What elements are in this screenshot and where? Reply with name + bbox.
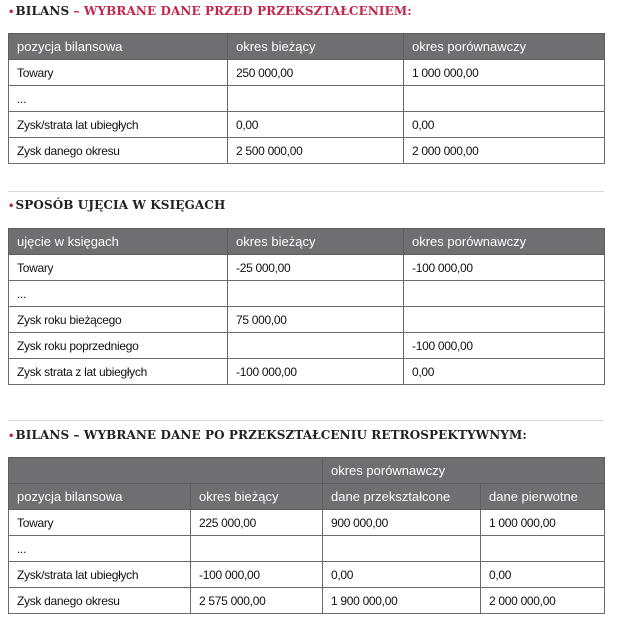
table-cell: 0,00 <box>404 359 605 385</box>
section-title-before <box>8 4 412 18</box>
table-cell: 0,00 <box>404 112 605 138</box>
group-header-cell: okres porównawczy <box>323 458 605 484</box>
table-cell: Zysk danego okresu <box>9 138 228 164</box>
table-cell <box>404 307 605 333</box>
table-row <box>9 562 605 588</box>
table-cell: ... <box>9 86 228 112</box>
header-cell-empty <box>9 458 323 484</box>
table-cell: Zysk danego okresu <box>9 588 191 614</box>
table-cell <box>228 86 404 112</box>
table-row <box>9 138 605 164</box>
table-cell <box>323 536 481 562</box>
section-title-prefix: BILANS <box>15 4 70 18</box>
header-cell: dane przekształcone <box>323 484 481 510</box>
table-cell: Zysk/strata lat ubiegłych <box>9 112 228 138</box>
header-cell: okres bieżący <box>228 229 404 255</box>
table-row <box>9 281 605 307</box>
table-row <box>9 112 605 138</box>
table-row <box>9 60 605 86</box>
header-cell: okres bieżący <box>191 484 323 510</box>
table-row <box>9 255 605 281</box>
header-cell: okres porównawczy <box>404 229 605 255</box>
table-cell <box>228 281 404 307</box>
section-title-accent: – WYBRANE DANE PRZED PRZEKSZTAŁCENIEM: <box>69 4 412 18</box>
table-cell: Towary <box>9 60 228 86</box>
header-cell: okres porównawczy <box>404 34 605 60</box>
table-cell: 1 000 000,00 <box>404 60 605 86</box>
table-cell: ... <box>9 536 191 562</box>
table-before-transformation <box>8 33 605 164</box>
table-cell: Towary <box>9 255 228 281</box>
table-cell <box>191 536 323 562</box>
table-cell: 225 000,00 <box>191 510 323 536</box>
table-header-row <box>9 484 605 510</box>
table-row <box>9 86 605 112</box>
section-divider <box>8 191 604 192</box>
bullet-icon: • <box>8 201 15 212</box>
table-cell: 2 575 000,00 <box>191 588 323 614</box>
table-cell: Zysk roku bieżącego <box>9 307 228 333</box>
table-cell: 0,00 <box>323 562 481 588</box>
table-cell <box>404 86 605 112</box>
header-cell: pozycja bilansowa <box>9 34 228 60</box>
table-header-row <box>9 229 605 255</box>
section-title-after <box>8 428 527 442</box>
table-row <box>9 307 605 333</box>
section-title-bookkeeping <box>8 198 225 212</box>
table-cell <box>404 281 605 307</box>
table-cell: 0,00 <box>228 112 404 138</box>
table-cell: Zysk strata z lat ubiegłych <box>9 359 228 385</box>
table-header-row <box>9 34 605 60</box>
table-cell: 0,00 <box>481 562 605 588</box>
table-cell: 2 000 000,00 <box>481 588 605 614</box>
table-cell: -100 000,00 <box>228 359 404 385</box>
table-cell <box>228 333 404 359</box>
table-group-header-row <box>9 458 605 484</box>
bullet-icon: • <box>8 431 15 442</box>
table-cell: -100 000,00 <box>404 333 605 359</box>
section-title-prefix: SPOSÓB UJĘCIA W KSIĘGACH <box>15 198 226 212</box>
table-cell: 1 000 000,00 <box>481 510 605 536</box>
header-cell: dane pierwotne <box>481 484 605 510</box>
table-row <box>9 588 605 614</box>
table-cell: Zysk roku poprzedniego <box>9 333 228 359</box>
table-cell: 1 900 000,00 <box>323 588 481 614</box>
table-cell <box>481 536 605 562</box>
table-row <box>9 333 605 359</box>
table-cell: 900 000,00 <box>323 510 481 536</box>
table-cell: 2 000 000,00 <box>404 138 605 164</box>
table-cell: ... <box>9 281 228 307</box>
table-cell: Towary <box>9 510 191 536</box>
section-title-prefix: BILANS – WYBRANE DANE PO PRZEKSZTAŁCENIU RETROSPEKTYWNYM: <box>15 428 527 442</box>
table-cell: -25 000,00 <box>228 255 404 281</box>
header-cell: okres bieżący <box>228 34 404 60</box>
section-divider <box>8 420 604 421</box>
bullet-icon: • <box>8 7 15 18</box>
table-row <box>9 510 605 536</box>
table-cell: Zysk/strata lat ubiegłych <box>9 562 191 588</box>
table-after-retrospective-transformation <box>8 457 605 614</box>
table-row <box>9 536 605 562</box>
table-cell: -100 000,00 <box>191 562 323 588</box>
table-row <box>9 359 605 385</box>
table-bookkeeping <box>8 228 605 385</box>
table-cell: 2 500 000,00 <box>228 138 404 164</box>
table-cell: -100 000,00 <box>404 255 605 281</box>
header-cell: pozycja bilansowa <box>9 484 191 510</box>
table-cell: 75 000,00 <box>228 307 404 333</box>
table-cell: 250 000,00 <box>228 60 404 86</box>
header-cell: ujęcie w księgach <box>9 229 228 255</box>
